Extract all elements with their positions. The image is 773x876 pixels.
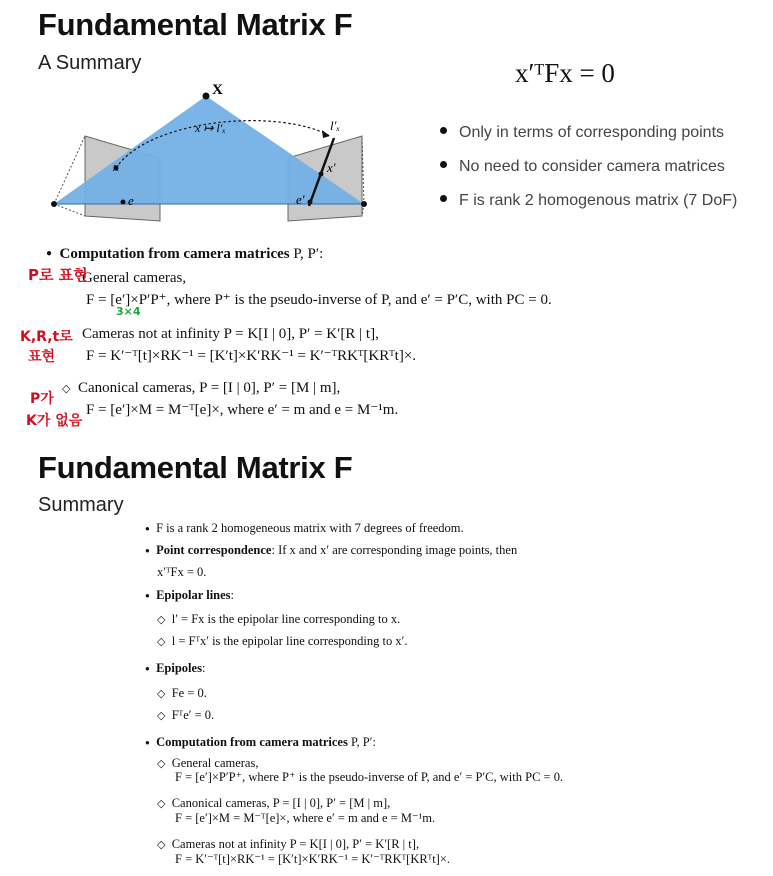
epipolar-lines-heading: ● Epipolar lines: [145, 588, 235, 602]
label-x-prime: x′ [327, 160, 336, 175]
bullet-item: No need to consider camera matrices [440, 158, 725, 176]
annotation-krt-line2: 표현 [28, 349, 56, 365]
point-x-prime [319, 172, 324, 177]
point-correspondence-eq: x′ᵀFx = 0. [157, 565, 207, 579]
non-infinity-cameras-2: ◇ Cameras not at infinity P = K[I | 0], P′ = K′[R | t], [157, 837, 420, 851]
epipolar-diagram [40, 78, 420, 228]
annotation-krt-line1: K,R,t로 [20, 329, 73, 345]
annotation-no-p-line2: K가 없음 [26, 413, 83, 429]
epipolar-line-1: ◇ l′ = Fx is the epipolar line corresponding to x. [157, 612, 401, 626]
computation-heading-2: ● Computation from camera matrices P, P′: [145, 735, 376, 749]
non-infinity-eq-2: F = K′⁻ᵀ[t]×RK⁻¹ = [K′t]×K′RK⁻¹ = K′⁻ᵀRKᵀ[KRᵀt]×. [175, 852, 451, 866]
label-epiline: l′ₓ [330, 118, 341, 133]
label-e: e [128, 193, 134, 208]
general-cameras-label: General cameras, [82, 270, 187, 286]
slide2-subtitle: Summary [38, 494, 124, 516]
epipoles-heading: ● Epipoles: [145, 661, 206, 675]
canonical-cameras: ◇ Canonical cameras, P = [I | 0], P′ = [M | m], [62, 380, 341, 396]
epipole-e-prime [308, 200, 313, 205]
bullet-dot [440, 195, 447, 202]
canonical-equation: F = [e′]×M = M⁻ᵀ[e]×, where e′ = m and e = M⁻¹m. [86, 402, 399, 418]
arc-arrowhead [322, 130, 330, 138]
non-infinity-cameras: Cameras not at infinity P = K[I | 0], P′ = K′[R | t], [82, 326, 379, 342]
slide1-subtitle: A Summary [38, 52, 142, 74]
bullet-item: F is rank 2 homogenous matrix (7 DoF) [440, 192, 737, 210]
epipole-2: ◇ Fᵀe′ = 0. [157, 708, 215, 722]
computation-heading: ● Computation from camera matrices P, P′: [46, 246, 324, 262]
epipole-1: ◇ Fe = 0. [157, 686, 207, 700]
camera-center-right [361, 201, 367, 207]
general-cameras-label-2: ◇ General cameras, [157, 756, 259, 770]
annotation-green-mark: 3×4 [116, 305, 141, 318]
point-X [203, 93, 210, 100]
bullet-item: Only in terms of corresponding points [440, 124, 724, 142]
epipolar-line-2: ◇ l = Fᵀx′ is the epipolar line corresponding to x′. [157, 634, 408, 648]
label-e-prime: e′ [296, 192, 305, 207]
general-cameras-equation: F = [e′]×P′P⁺, where P⁺ is the pseudo-inverse of P, and e′ = P′C, with PC = 0. [86, 292, 552, 308]
non-infinity-equation: F = K′⁻ᵀ[t]×RK⁻¹ = [K′t]×K′RK⁻¹ = K′⁻ᵀRKᵀ[KRᵀt]×. [86, 348, 417, 364]
annotation-no-p-line1: P가 [30, 391, 54, 407]
canonical-eq-2: F = [e′]×M = M⁻ᵀ[e]×, where e′ = m and e = M⁻¹m. [175, 811, 436, 825]
point-correspondence: ● Point correspondence: If x and x′ are corresponding image points, then [145, 543, 518, 557]
epipole-e [121, 200, 126, 205]
slide2-title: Fundamental Matrix F [38, 450, 353, 485]
camera-center-left [51, 201, 57, 207]
label-X: X [212, 82, 223, 98]
annotation-p-expression: P로 표현 [28, 266, 88, 284]
canonical-cameras-2: ◇ Canonical cameras, P = [I | 0], P′ = [M | m], [157, 796, 391, 810]
slide1-title: Fundamental Matrix F [38, 7, 353, 42]
general-cameras-eq-2: F = [e′]×P′P⁺, where P⁺ is the pseudo-inverse of P, and e′ = P′C, with PC = 0. [175, 770, 564, 784]
label-mapping: x ↦ l′ₓ [195, 121, 226, 135]
fundamental-equation: x′ᵀFx = 0 [515, 58, 615, 88]
bullet-dot [440, 127, 447, 134]
bullet-dot [440, 161, 447, 168]
label-x: x [113, 159, 119, 174]
rank-bullet: ● F is a rank 2 homogeneous matrix with 7 degrees of freedom. [145, 521, 464, 535]
